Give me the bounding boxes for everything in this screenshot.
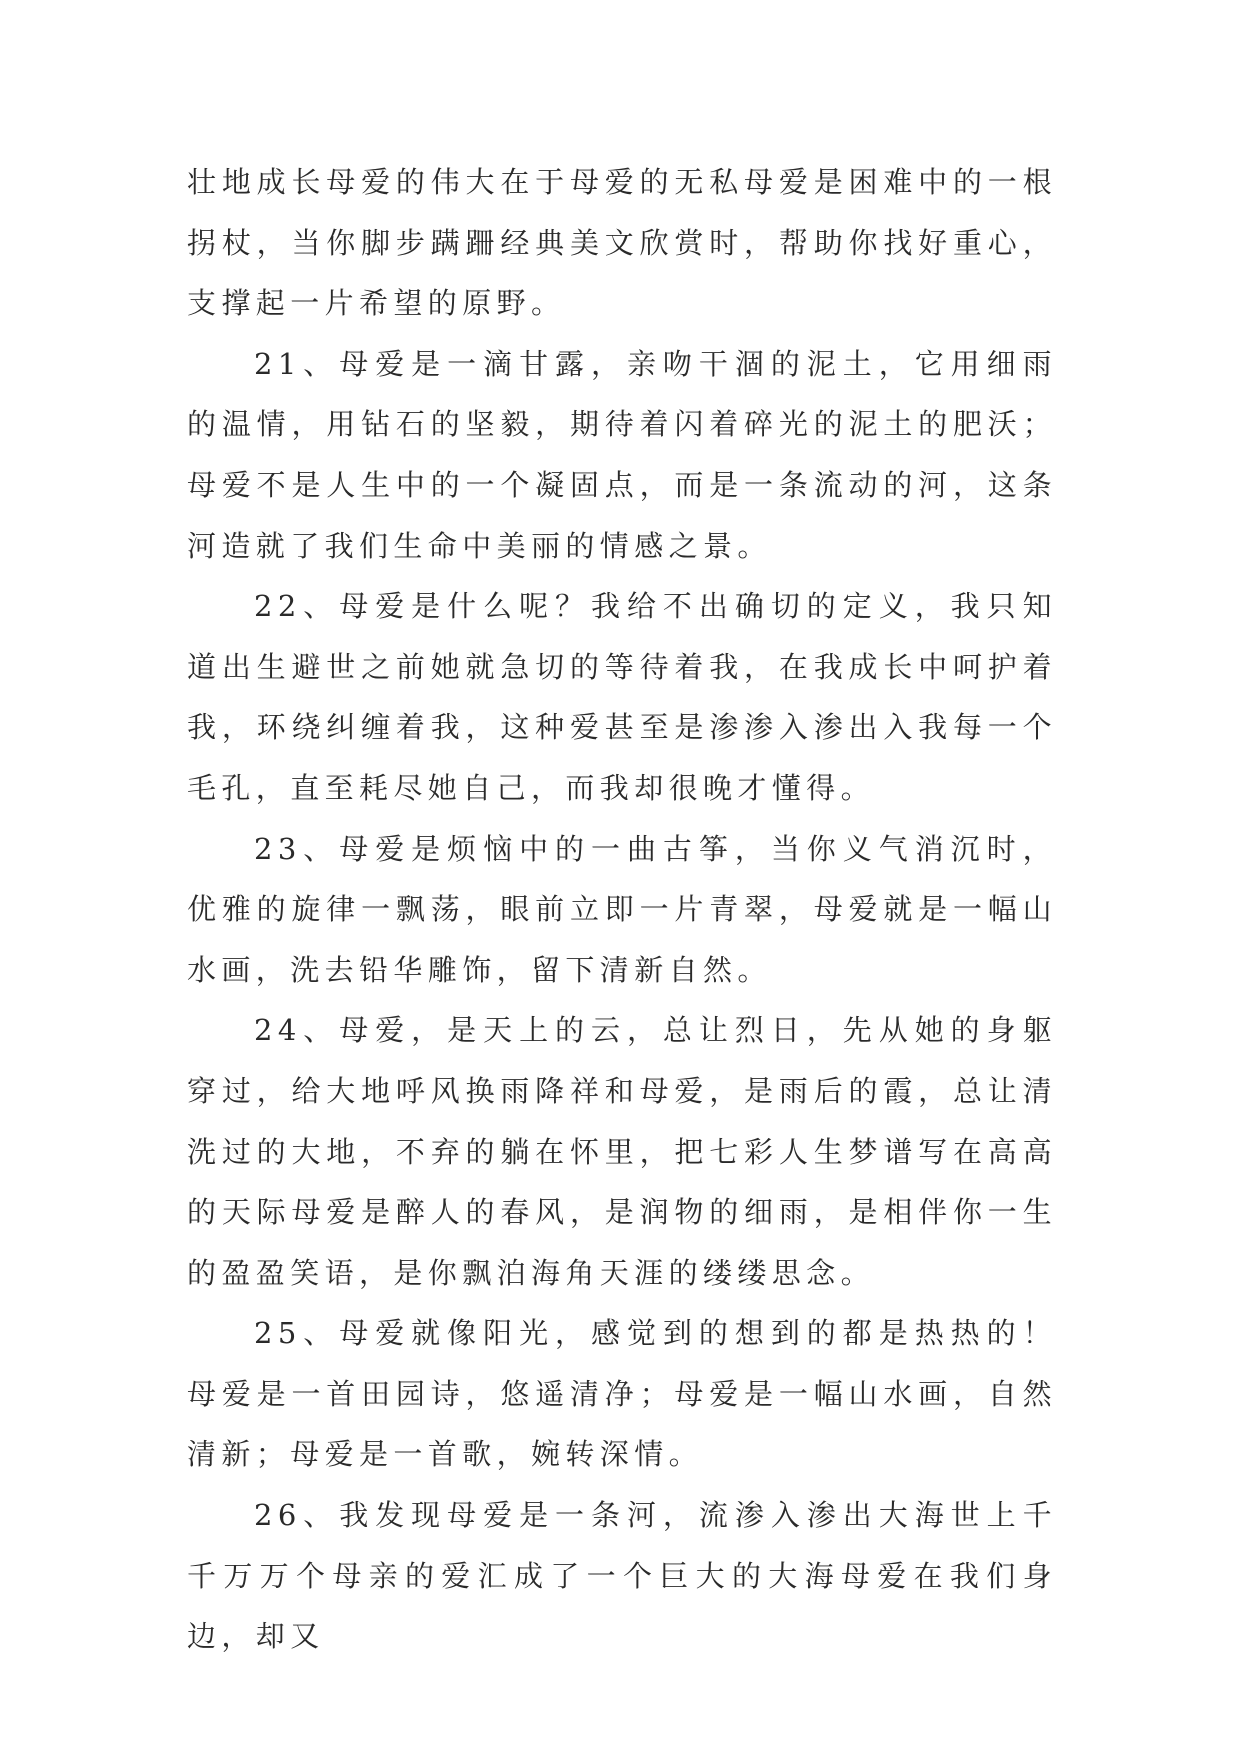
paragraph-22: 22、母爱是什么呢？我给不出确切的定义，我只知道出生避世之前她就急切的等待着我，在我成长中呵护着我，环绕纠缠着我，这种爱甚至是渗渗入渗出入我每一个毛孔，直至耗尽她自己，而我却很晚才懂得。 [187,589,1057,805]
paragraph-25: 25、母爱就像阳光，感觉到的想到的都是热热的！母爱是一首田园诗，悠遥清净；母爱是一幅山水画，自然清新；母爱是一首歌，婉转深情。 [187,1316,1057,1472]
paragraph-26: 26、我发现母爱是一条河，流渗入渗出大海世上千千万万个母亲的爱汇成了一个巨大的大海母爱在我们身边，却又 [187,1498,1057,1654]
body-text [187,152,1057,1667]
paragraph-23: 23、母爱是烦恼中的一曲古筝，当你义气消沉时，优雅的旋律一飘荡，眼前立即一片青翠，母爱就是一幅山水画，洗去铅华雕饰，留下清新自然。 [187,831,1057,987]
paragraph-21: 21、母爱是一滴甘露，亲吻干涸的泥土，它用细雨的温情，用钻石的坚毅，期待着闪着碎光的泥土的肥沃；母爱不是人生中的一个凝固点，而是一条流动的河，这条河造就了我们生命中美丽的情感之景。 [187,346,1057,563]
paragraph-continuation: 壮地成长母爱的伟大在于母爱的无私母爱是困难中的一根拐杖，当你脚步蹒跚经典美文欣赏时，帮助你找好重心，支撑起一片希望的原野。 [187,165,1057,321]
paragraph-24: 24、母爱，是天上的云，总让烈日，先从她的身躯穿过，给大地呼风换雨降祥和母爱，是雨后的霞，总让清洗过的大地，不弃的躺在怀里，把七彩人生梦谱写在高高的天际母爱是醉人的春风，是润物的细雨，是相伴你一生的盈盈笑语，是你飘泊海角天涯的缕缕思念。 [187,1013,1057,1290]
